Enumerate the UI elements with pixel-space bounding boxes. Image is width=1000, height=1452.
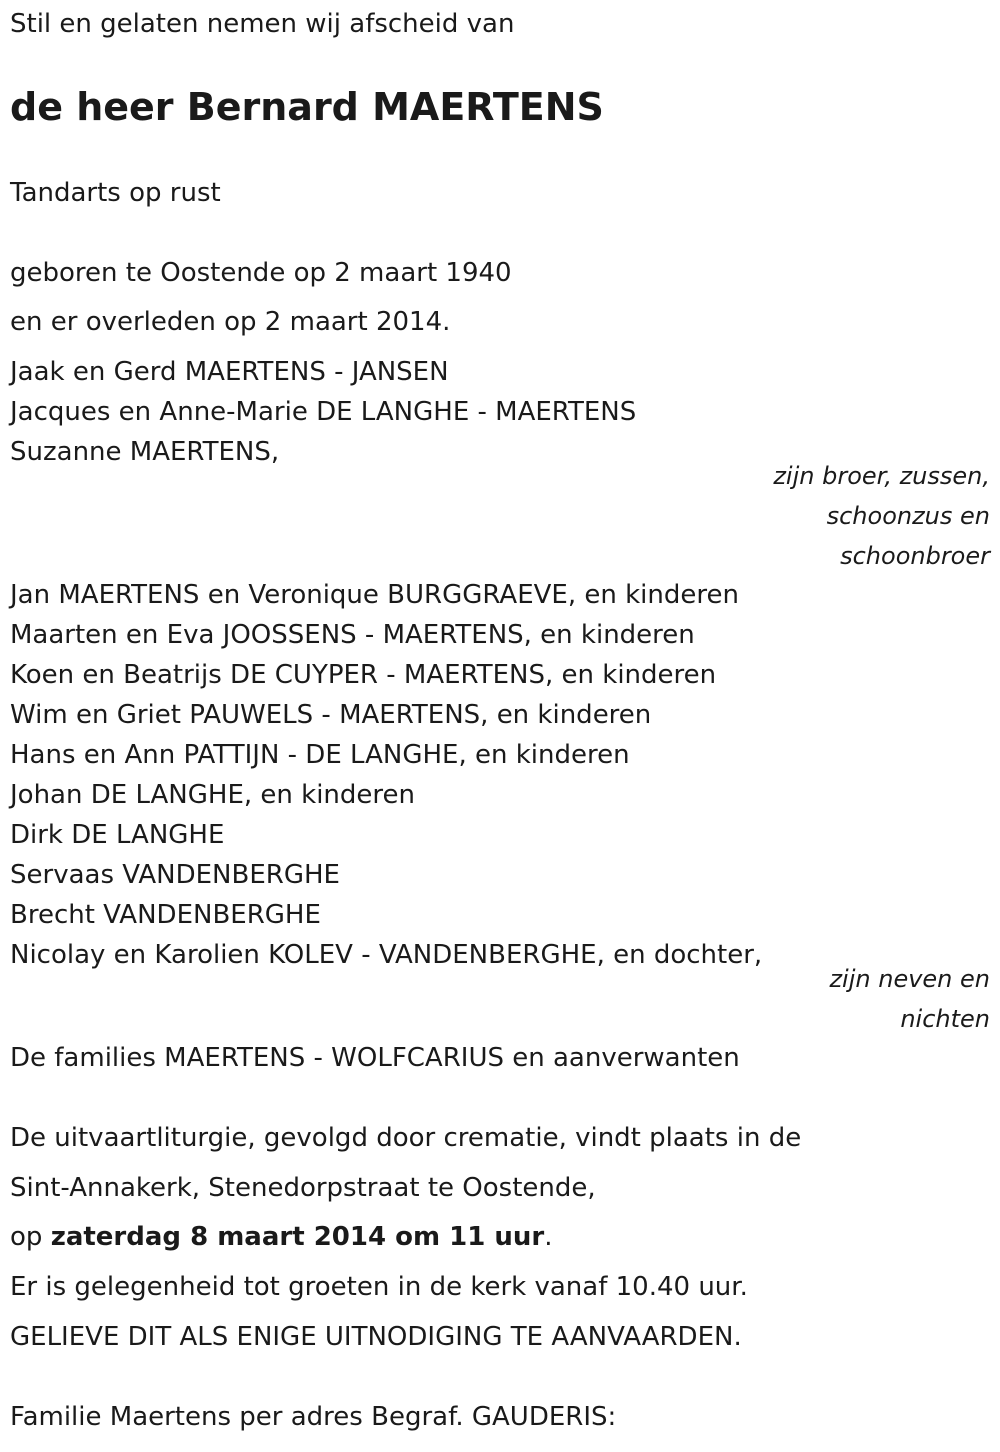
sibling-line: Jacques en Anne-Marie DE LANGHE - MAERTENS xyxy=(10,397,637,427)
relation-line: schoonbroer xyxy=(840,542,990,570)
occupation: Tandarts op rust xyxy=(10,178,221,208)
death-info: en er overleden op 2 maart 2014. xyxy=(10,307,451,337)
deceased-name: de heer Bernard MAERTENS xyxy=(10,85,604,129)
funeral-date-line xyxy=(10,1221,552,1253)
relation-line: zijn neven en xyxy=(829,965,990,993)
nephew-line: Koen en Beatrijs DE CUYPER - MAERTENS, en kinderen xyxy=(10,660,717,690)
nephew-line: Brecht VANDENBERGHE xyxy=(10,900,321,930)
nephew-line: Hans en Ann PATTIJN - DE LANGHE, en kinderen xyxy=(10,740,630,770)
relation-line: zijn broer, zussen, xyxy=(773,462,990,490)
nephew-line: Nicolay en Karolien KOLEV - VANDENBERGHE, en dochter, xyxy=(10,940,763,970)
nephew-line: Servaas VANDENBERGHE xyxy=(10,860,340,890)
relation-line: nichten xyxy=(900,1005,990,1033)
families-line: De families MAERTENS - WOLFCARIUS en aanverwanten xyxy=(10,1043,740,1073)
nephew-line: Wim en Griet PAUWELS - MAERTENS, en kinderen xyxy=(10,700,652,730)
relation-line: schoonzus en xyxy=(826,502,990,530)
greeting-line: Er is gelegenheid tot groeten in de kerk vanaf 10.40 uur. xyxy=(10,1272,748,1302)
funeral-line-2: Sint-Annakerk, Stenedorpstraat te Oostende, xyxy=(10,1173,596,1203)
date-suffix: . xyxy=(544,1222,553,1252)
nephew-line: Maarten en Eva JOOSSENS - MAERTENS, en kinderen xyxy=(10,620,695,650)
invitation-notice: GELIEVE DIT ALS ENIGE UITNODIGING TE AANVAARDEN. xyxy=(10,1322,742,1352)
siblings-relation xyxy=(773,456,990,576)
nephew-line: Johan DE LANGHE, en kinderen xyxy=(10,780,416,810)
funeral-line-1: De uitvaartliturgie, gevolgd door crematie, vindt plaats in de xyxy=(10,1123,802,1153)
contact-line: Familie Maertens per adres Begraf. GAUDERIS: xyxy=(10,1402,617,1432)
date-prefix: op xyxy=(10,1222,51,1252)
intro-text: Stil en gelaten nemen wij afscheid van xyxy=(10,9,515,39)
nephews-relation xyxy=(829,959,990,1039)
funeral-date: zaterdag 8 maart 2014 om 11 uur xyxy=(50,1222,545,1252)
sibling-line: Suzanne MAERTENS, xyxy=(10,437,280,467)
nephew-line: Jan MAERTENS en Veronique BURGGRAEVE, en kinderen xyxy=(10,580,739,610)
nephew-line: Dirk DE LANGHE xyxy=(10,820,225,850)
birth-info: geboren te Oostende op 2 maart 1940 xyxy=(10,258,512,288)
sibling-line: Jaak en Gerd MAERTENS - JANSEN xyxy=(10,357,449,387)
